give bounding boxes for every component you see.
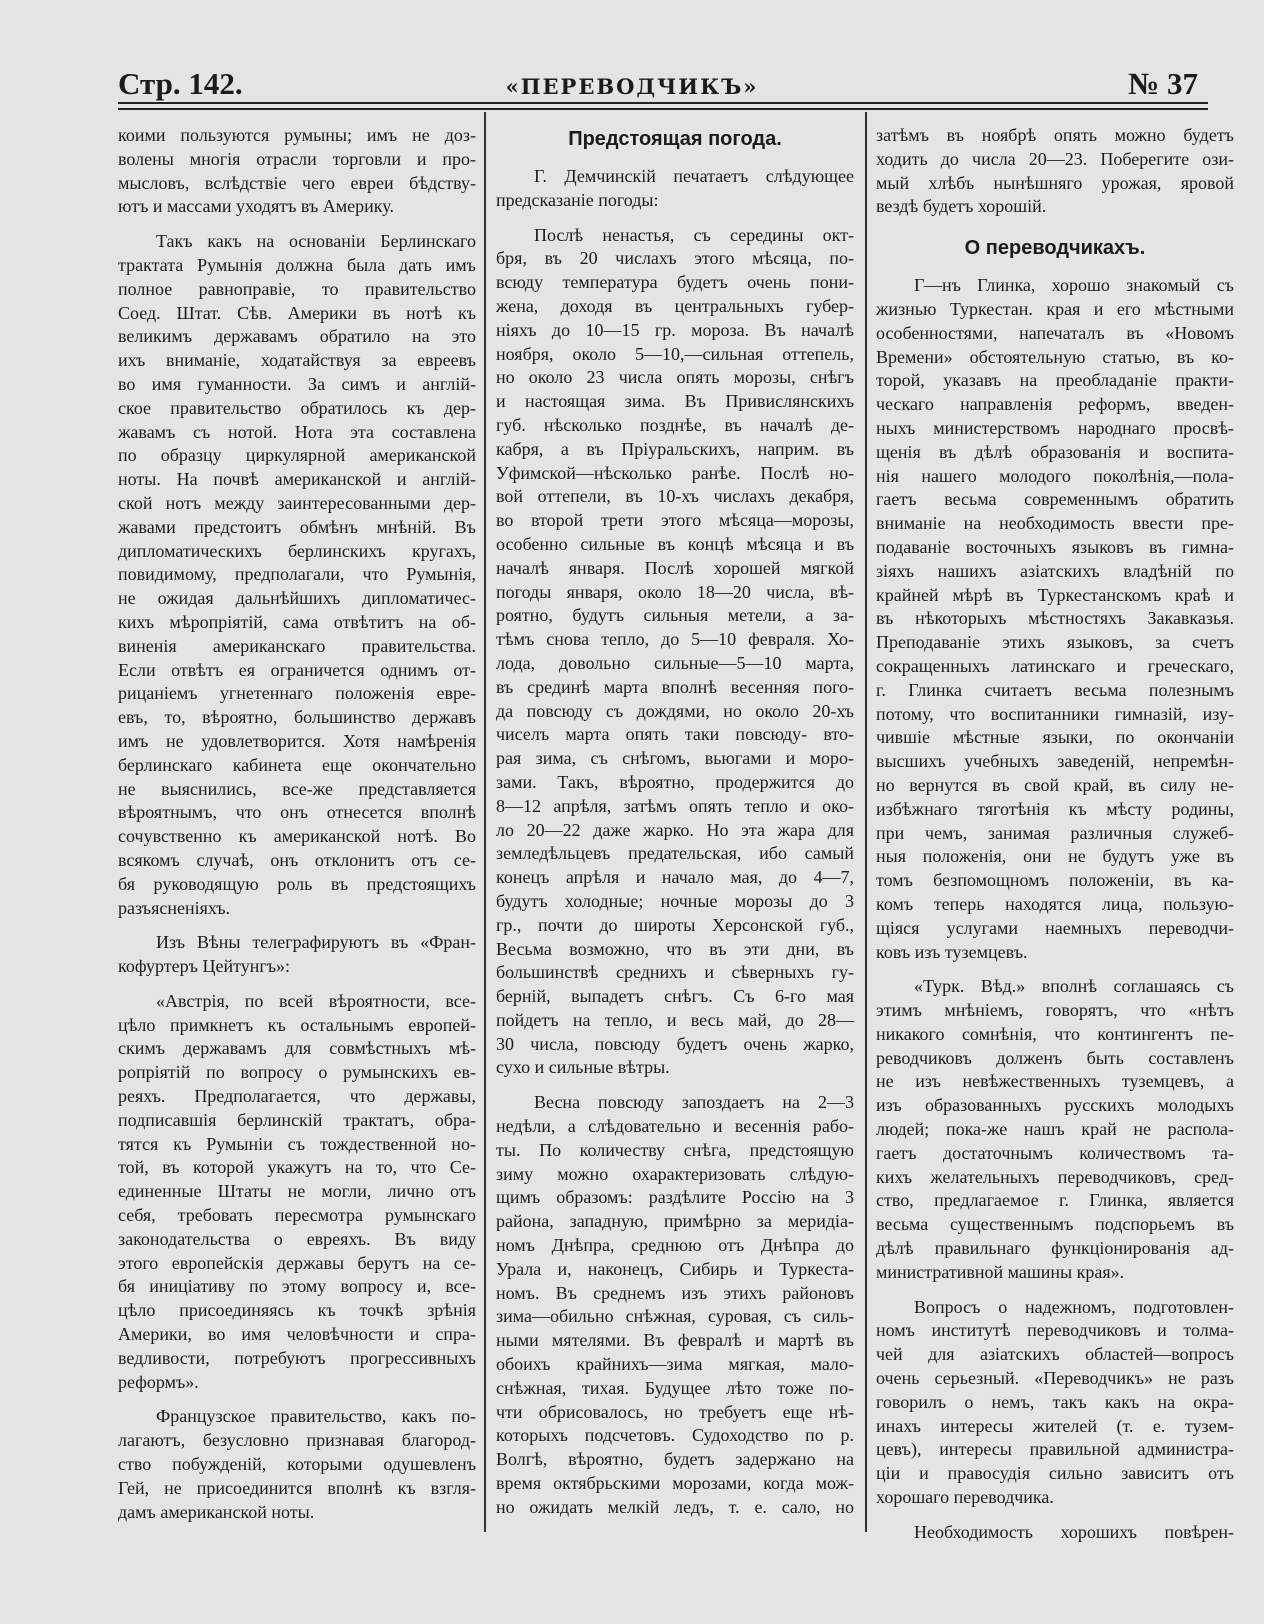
text-line: ноября, около 5—10,—сильная оттепель, (496, 343, 854, 364)
text-line: берній, выпадетъ снѣгъ. Съ 6-го мая (496, 986, 854, 1007)
text-line: комъ теперь находятся лица, пользую- (876, 893, 1234, 914)
text-line: великимъ державамъ обратило на это (118, 326, 476, 347)
text-line: всюду температура будетъ очень пони- (496, 272, 854, 293)
text-line: роятно, будутъ сильныя метели, а за- (496, 605, 854, 626)
text-line: номъ институтѣ переводчиковъ и толма- (876, 1320, 1234, 1341)
text-line: гр., почти до широты Херсонской губ., (496, 914, 854, 935)
text-line: реводчиковъ долженъ быть составленъ (876, 1047, 1234, 1068)
text-line: тѣмъ снова тепло, до 5—10 февраля. Хо- (496, 629, 854, 650)
text-line: цѣло примкнетъ къ остальнымъ европей- (118, 1014, 476, 1035)
text-line: сочувственно къ американской нотѣ. Во (118, 826, 476, 847)
text-line: время октябрьскими морозами, когда мож- (496, 1473, 854, 1494)
text-line: началѣ января. Послѣ хорошей мягкой (496, 557, 854, 578)
text-line: лагаютъ, безусловно признавая благород- (118, 1430, 476, 1451)
text-line: очень серьезный. «Переводчикъ» не разъ (876, 1368, 1234, 1389)
column-left (118, 124, 476, 1524)
text-line: кабря, а въ Пріуральскихъ, наприм. въ (496, 438, 854, 459)
text-line: губ. нѣсколько позднѣе, въ началѣ де- (496, 414, 854, 435)
text-line: обоихъ крайнихъ—зима мягкая, мало- (496, 1354, 854, 1375)
text-line: берлинскаго кабинета еще окончательно (118, 754, 476, 775)
text-line: Соед. Штат. Сѣв. Америки въ нотѣ къ (118, 302, 476, 323)
text-line: жавамъ съ нотой. Нота эта составлена (118, 421, 476, 442)
text-line: Послѣ ненастья, съ середины окт- (534, 224, 854, 245)
text-line: министративной машины края». (876, 1261, 1125, 1282)
text-line: ведливости, потребуютъ прогрессивныхъ (118, 1347, 476, 1368)
text-line: потому, что воспитанники гимназій, изу- (876, 703, 1234, 724)
text-line: Такъ какъ на основаніи Берлинскаго (156, 231, 476, 252)
text-line: Урала и, наконецъ, Сибирь и Туркеста- (496, 1258, 854, 1279)
paragraph (876, 975, 1234, 1284)
text-line: бя иниціативу по этому вопросу и, все- (118, 1276, 476, 1297)
text-line: не выяснились, все-же представляется (118, 778, 476, 799)
text-line: изъ образованныхъ русскихъ молодыхъ (876, 1095, 1234, 1116)
text-line: Вопросъ о надежномъ, подготовлен- (914, 1296, 1234, 1317)
text-line: разъясненіяхъ. (118, 897, 231, 918)
text-line: тятся къ Румыніи съ тождественной но- (118, 1133, 476, 1154)
text-line: подаваніе восточныхъ языковъ въ гимна- (876, 536, 1234, 557)
text-line: высшихъ учебныхъ заведеній, непремѣн- (876, 751, 1234, 772)
text-line: зиму можно охарактеризовать слѣдую- (496, 1163, 854, 1184)
text-line: Уфимской—нѣсколько ранѣе. Послѣ но- (496, 462, 854, 483)
column-middle (496, 124, 854, 1520)
text-line: вой оттепели, въ 10-хъ числахъ декабря, (496, 486, 854, 507)
text-line: имъ не удовлетворится. Хотя намѣренія (118, 730, 476, 751)
article-heading: Предстоящая погода. (568, 128, 782, 150)
text-line: района, западную, примѣрно за меридіа- (496, 1211, 854, 1232)
text-line: предсказаніе погоды: (496, 189, 659, 210)
text-line: ноты. На почвѣ американской и англій- (118, 469, 476, 490)
text-line: да повсюду съ дождями, но около 20-хъ (496, 700, 854, 721)
text-line: затѣмъ въ ноябрѣ опять можно будетъ (876, 125, 1234, 145)
newspaper-title: «ПЕРЕВОДЧИКЪ» (505, 74, 759, 99)
column-divider-right (865, 112, 867, 1532)
text-line: вѣроятнымъ, что онъ отнесется вполнѣ (118, 802, 476, 823)
text-line: ныхъ министерствомъ народнаго просвѣ- (876, 417, 1234, 438)
text-line: крайней мѣрѣ въ Туркестанскомъ краѣ и (876, 584, 1234, 605)
text-line: чившіе мѣстные языки, по окончаніи (876, 727, 1234, 748)
text-line: бя руководящую роль въ предстоящихъ (118, 873, 476, 894)
text-line: ческаго направленія реформъ, введен- (876, 394, 1234, 415)
text-line: большинствѣ среднихъ и сѣверныхъ гу- (496, 962, 854, 983)
text-line: снѣжная, тихая. Будущее лѣто тоже по- (496, 1377, 854, 1398)
text-line: реяхъ. Предполагается, что державы, (118, 1086, 476, 1107)
paragraph (118, 124, 476, 219)
paragraph (496, 1091, 854, 1519)
text-line: этимъ мнѣніемъ, говорятъ, что «нѣтъ (876, 1000, 1234, 1021)
text-line: зами. Такъ, вѣроятно, продержится до (496, 771, 854, 792)
text-line: Весьма возможно, что въ эти дни, въ (496, 938, 854, 959)
text-line: чей для азіатскихъ областей—вопросъ (876, 1344, 1234, 1365)
text-line: ское правительство обратилось къ дер- (118, 397, 476, 418)
text-line: дипломатическихъ берлинскихъ кругахъ, (118, 540, 476, 561)
text-line: при чемъ, занимая различныя служеб- (876, 822, 1234, 843)
text-line: бря, въ 20 числахъ этого мѣсяца, по- (496, 248, 854, 269)
text-line: коими пользуются румыны; имъ не доз- (118, 125, 476, 145)
issue-number: № 37 (1128, 66, 1198, 101)
text-line: рицаніемъ угнетеннаго положенія евре- (118, 683, 476, 704)
text-line: мый хлѣбъ нынѣшняго урожая, яровой (876, 172, 1234, 193)
text-line: Весна повсюду запоздаетъ на 2—3 (534, 1092, 854, 1113)
text-line: по образцу циркулярной американской (118, 445, 476, 466)
text-line: ютъ и массами уходятъ въ Америку. (118, 196, 394, 217)
text-line: погоды января, около 18—20 числа, вѣ- (496, 581, 854, 602)
text-line: дѣлѣ правильнаго функціонированія ад- (876, 1238, 1234, 1259)
paragraph (876, 124, 1234, 219)
text-line: будутъ холодные; ночные морозы до 3 (496, 890, 854, 911)
text-line: особенно сильные въ концѣ мѣсяца и въ (496, 533, 854, 554)
text-line: Изъ Вѣны телеграфируютъ въ «Фран- (156, 932, 476, 953)
text-line: скимъ державамъ для совмѣстныхъ мѣ- (118, 1038, 476, 1059)
text-line: кихъ желательныхъ переводчиковъ, сред- (876, 1166, 1234, 1187)
text-line: особенностями, напечаталъ въ «Новомъ (876, 322, 1234, 343)
text-line: но ожидать мелкій ледъ, т. е. сало, но (496, 1496, 854, 1517)
text-line: щіяся услугами наемныхъ переводчи- (876, 917, 1234, 938)
text-line: «Австрія, по всей вѣроятности, все- (156, 990, 476, 1011)
text-line: ціи и правосудія сильно зависитъ отъ (876, 1463, 1234, 1484)
text-line: говорилъ о немъ, такъ какъ на окра- (876, 1391, 1234, 1412)
text-line: но около 23 числа опять морозы, снѣгъ (496, 367, 854, 388)
text-line: ство, предлагаемое г. Глинка, является (876, 1190, 1234, 1211)
paragraph (118, 990, 476, 1395)
text-line: жавами предстоитъ обмѣнъ мнѣній. Въ (118, 516, 476, 537)
header-rule-bottom (118, 108, 1208, 110)
text-line: не изъ невѣжественныхъ туземцевъ, а (876, 1071, 1234, 1092)
text-line: вездѣ будетъ хорошій. (876, 196, 1047, 217)
text-line: г. Глинка считаетъ весьма полезнымъ (876, 679, 1234, 700)
text-line: недѣли, а слѣдовательно и весеннія рабо- (496, 1116, 854, 1137)
text-line: хорошаго переводчика. (876, 1487, 1054, 1508)
text-line: Преподаваніе этихъ языковъ, за счетъ (876, 632, 1234, 653)
text-line: томъ безпомощномъ положеніи, въ ка- (876, 870, 1234, 891)
text-line: ковъ изъ туземцевъ. (876, 941, 1028, 962)
text-line: пойдетъ на тепло, и весь май, до 28— (496, 1009, 854, 1030)
text-line: зима—обильно снѣжная, суровая, съ силь- (496, 1306, 854, 1327)
text-line: зіяхъ нашихъ азіатскихъ владѣній по (876, 560, 1234, 581)
paragraph (876, 1296, 1234, 1510)
text-line: гаетъ достаточнымъ количествомъ та- (876, 1142, 1234, 1163)
text-line: Необходимость хорошихъ повѣрен- (914, 1521, 1234, 1542)
text-line: цевъ), интересы правильной администра- (876, 1439, 1234, 1460)
paragraph (118, 230, 476, 920)
text-line: въ нѣкоторыхъ мѣстностяхъ Закавказья. (876, 608, 1234, 629)
text-line: и настоящая зима. Въ Привислянскихъ (496, 391, 854, 412)
text-line: мысловъ, вслѣдствіе чего евреи бѣдству- (118, 172, 476, 193)
text-line: ропріятій по вопросу о румынскихъ ев- (118, 1062, 476, 1083)
paragraph (876, 274, 1234, 964)
text-line: всякомъ случаѣ, онъ отклонитъ отъ се- (118, 849, 476, 870)
text-line: 8—12 апрѣля, затѣмъ опять тепло и око- (496, 795, 854, 816)
text-line: подписавшія берлинскій трактатъ, обра- (118, 1109, 476, 1130)
text-line: виненія американскаго правительства. (118, 635, 476, 656)
text-line: земледѣльцевъ предательская, ибо самый (496, 843, 854, 864)
paragraph (118, 931, 476, 979)
text-line: не ожидая дальнѣйшихъ дипломатичес- (118, 588, 476, 609)
text-line: полное равноправіе, то правительство (118, 278, 476, 299)
text-line: щенія въ дѣлѣ образованія и воспита- (876, 441, 1234, 462)
text-line: Если отвѣтъ ея ограничется однимъ от- (118, 659, 476, 680)
text-line: гаетъ весьма современнымъ обратить (876, 489, 1234, 510)
text-line: жена, доходя въ центральныхъ губер- (496, 295, 854, 316)
text-line: Гей, не присоединится вполнѣ къ взгля- (118, 1477, 476, 1498)
text-line: ходить до числа 20—23. Поберегите ози- (876, 148, 1234, 169)
paragraph (876, 1521, 1234, 1545)
text-line: ты. По количеству снѣга, предстоящую (496, 1139, 854, 1160)
text-line: весьма существеннымъ подспорьемъ въ (876, 1214, 1234, 1235)
text-line: единенные Штаты не могли, лично отъ (118, 1181, 476, 1202)
text-line: волены многія отрасли торговли и про- (118, 148, 476, 169)
text-line: номъ. Въ среднемъ изъ этихъ районовъ (496, 1282, 854, 1303)
text-line: избѣжнаго тяготѣнія къ мѣсту родины, (876, 798, 1234, 819)
text-line: ло 20—22 даже жарко. Но эта жара для (496, 819, 854, 840)
text-line: евъ, то, вѣроятно, большинство державъ (118, 707, 476, 728)
text-line: ской нотъ между заинтересованными дер- (118, 492, 476, 513)
text-line: ніяхъ до 10—15 гр. мороза. Въ началѣ (496, 319, 854, 340)
column-right (876, 124, 1234, 1545)
header-rule-top (118, 102, 1208, 104)
text-line: ство побужденій, которыми одушевленъ (118, 1454, 476, 1475)
text-line: никакого сомнѣнія, что контингентъ пе- (876, 1023, 1234, 1044)
text-line: жизнью Туркестан. края и его мѣстными (876, 298, 1234, 319)
text-line: въ срединѣ марта вполнѣ весенняя пого- (496, 676, 854, 697)
text-line: чти обрисовалось, но требуетъ еще нѣ- (496, 1401, 854, 1422)
text-line: инахъ интересы жителей (т. е. тузем- (876, 1415, 1234, 1436)
text-line: той, въ которой укажутъ на то, что Се- (118, 1157, 476, 1178)
text-line: реформъ». (118, 1371, 199, 1392)
text-line: кофуртеръ Цейтунгъ»: (118, 956, 291, 977)
paragraph (496, 224, 854, 1081)
text-line: Французское правительство, какъ по- (156, 1406, 476, 1427)
text-line: дамъ американской ноты. (118, 1501, 315, 1522)
article-heading: О переводчикахъ. (964, 237, 1146, 260)
text-line: Г—нъ Глинка, хорошо знакомый съ (914, 275, 1234, 296)
paragraph (496, 165, 854, 213)
paragraph (118, 1405, 476, 1524)
text-line: кихъ мѣропріятій, сама отвѣтитъ на об- (118, 611, 476, 632)
text-line: конецъ апрѣля и начало мая, до 4—7, (496, 867, 854, 888)
text-line: номъ Днѣпра, среднюю отъ Днѣпра до (496, 1235, 854, 1256)
text-line: чиселъ марта опять таки повсюду- вто- (496, 724, 854, 745)
text-line: торой, указавъ на преобладаніе практи- (876, 370, 1234, 391)
text-line: 30 числа, повсюду будетъ очень жарко, (496, 1033, 854, 1054)
text-line: рая зима, съ снѣгомъ, вьюгами и моро- (496, 748, 854, 769)
column-divider-left (484, 112, 486, 1532)
text-line: сухо и сильные вѣтры. (496, 1057, 670, 1078)
text-line: Америки, во имя человѣчности и спра- (118, 1324, 476, 1345)
text-line: сокращенныхъ латинскаго и греческаго, (876, 655, 1234, 676)
text-line: себя, требовать пересмотра румынскаго (118, 1205, 476, 1226)
text-line: Времени» обстоятельную статью, въ ко- (876, 346, 1234, 367)
text-line: вниманіе на необходимость ввести пре- (876, 513, 1234, 534)
text-line: этого европейскія державы берутъ на се- (118, 1252, 476, 1273)
text-line: которыхъ подсчетовъ. Судоходство по р. (496, 1425, 854, 1446)
page-number: Стр. 142. (118, 66, 243, 101)
text-line: людей; пока-же нашъ край не распола- (876, 1119, 1234, 1140)
text-line: нія нашего молодого поколѣнія,—пола- (876, 465, 1234, 486)
text-line: ными мятелями. Въ февралѣ и мартѣ въ (496, 1330, 854, 1351)
text-line: но вернутся въ свой край, въ силу не- (876, 774, 1234, 795)
text-line: ныя положенія, они не будутъ уже въ (876, 846, 1234, 867)
text-line: ихъ вниманіе, ходатайствуя за евреевъ (118, 350, 476, 371)
text-line: во второй трети этого мѣсяца—морозы, (496, 510, 854, 531)
text-line: цѣло присоединяясь къ точкѣ зрѣнія (118, 1300, 476, 1321)
text-line: «Турк. Вѣд.» вполнѣ соглашаясь съ (914, 976, 1234, 997)
text-line: законодательства о евреяхъ. Въ виду (118, 1228, 476, 1249)
text-line: лода, довольно сильные—5—10 марта, (496, 652, 854, 673)
text-line: щимъ образомъ: раздѣлите Россію на 3 (496, 1187, 854, 1208)
text-line: трактата Румынія должна была дать имъ (118, 254, 476, 275)
text-line: повидимому, предполагали, что Румынія, (118, 564, 476, 585)
text-line: Волгѣ, вѣроятно, будетъ задержано на (496, 1449, 854, 1470)
text-line: во имя гуманности. За симъ и англій- (118, 373, 476, 394)
text-line: Г. Демчинскій печатаетъ слѣдующее (534, 166, 854, 186)
